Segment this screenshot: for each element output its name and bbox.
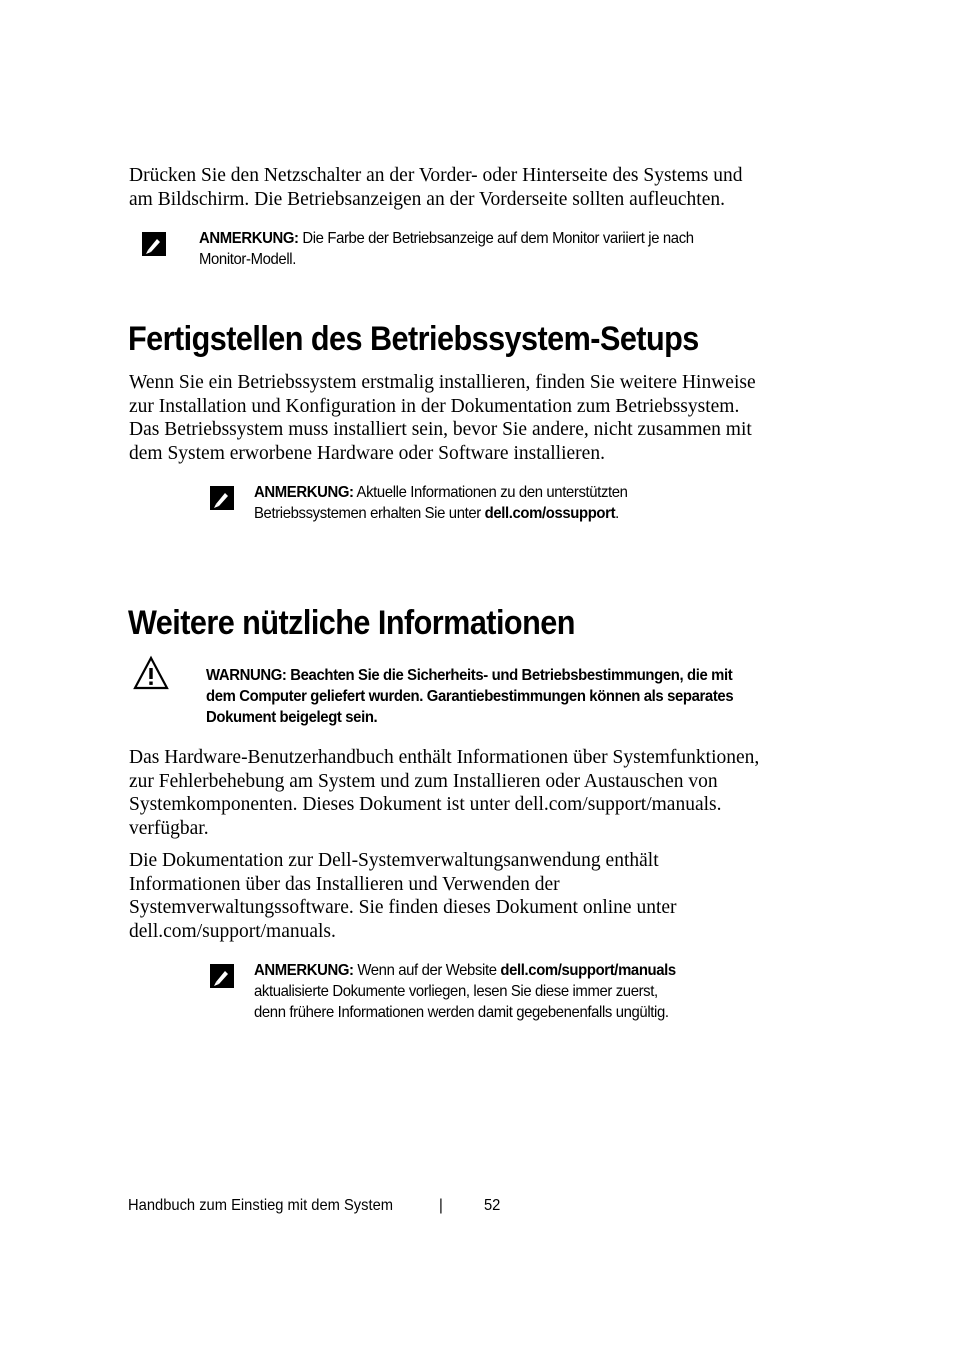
intro-paragraph: [129, 164, 869, 211]
paragraph-line: dem System erworbene Hardware oder Software installieren.: [129, 442, 605, 464]
note-text: .: [615, 505, 619, 522]
paragraph-line: Informationen über das Installieren und Verwenden der: [129, 873, 560, 895]
note-text: Betriebssystemen erhalten Sie unter: [254, 505, 485, 522]
intro-line: Drücken Sie den Netzschalter an der Vorder- oder Hinterseite des Systems und: [129, 165, 743, 186]
footer-title: Handbuch zum Einstieg mit dem System: [128, 1197, 394, 1214]
warning-text: Dokument beigelegt sein.: [206, 709, 378, 726]
note-text: Wenn auf der Website: [353, 962, 501, 979]
manuals-link[interactable]: dell.com/support/manuals: [500, 962, 676, 979]
note-text: Aktuelle Informationen zu den unterstützten: [353, 484, 628, 501]
note-label: ANMERKUNG:: [254, 962, 354, 979]
paragraph-line: Die Dokumentation zur Dell-Systemverwaltungsanwendung enthält: [129, 850, 659, 871]
page-number: 52: [484, 1197, 501, 1214]
note-text: aktualisierte Dokumente vorliegen, lesen Sie diese immer zuerst,: [254, 983, 658, 1000]
note-label: ANMERKUNG:: [199, 230, 299, 247]
paragraph-line: Systemverwaltungssoftware. Sie finden dieses Dokument online unter: [129, 897, 677, 918]
note-pencil-icon: [208, 962, 236, 990]
paragraph-line: Das Hardware-Benutzerhandbuch enthält Informationen über Systemfunktionen,: [129, 747, 760, 768]
paragraph-line: zur Fehlerbehebung am System und zum Installieren oder Austauschen von: [129, 770, 718, 792]
note-label: ANMERKUNG:: [254, 484, 354, 501]
paragraph-line: Systemkomponenten. Dieses Dokument ist unter dell.com/support/manuals.: [129, 794, 722, 815]
intro-line: am Bildschirm. Die Betriebsanzeigen an der Vorderseite sollten aufleuchten.: [129, 188, 726, 210]
section1-paragraph: [129, 371, 869, 465]
note-text: denn frühere Informationen werden damit gegebenenfalls ungültig.: [254, 1004, 669, 1021]
paragraph-line: verfügbar.: [129, 817, 209, 839]
warning-text: dem Computer geliefert wurden. Garantiebestimmungen können als separates: [206, 688, 734, 705]
section-heading: Fertigstellen des Betriebssystem-Setups: [128, 320, 699, 358]
note-pencil-icon: [208, 484, 236, 512]
paragraph-line: Wenn Sie ein Betriebssystem erstmalig installieren, finden Sie weitere Hinweise: [129, 372, 756, 393]
section-heading: Weitere nützliche Informationen: [128, 604, 575, 642]
hardware-manual-paragraph: [129, 746, 869, 840]
ossupport-link[interactable]: dell.com/ossupport: [484, 505, 616, 522]
systems-management-paragraph: [129, 849, 869, 943]
note-text: Die Farbe der Betriebsanzeige auf dem Monitor variiert je nach: [298, 230, 694, 247]
paragraph-line: dell.com/support/manuals.: [129, 920, 336, 942]
footer-separator: |: [439, 1197, 443, 1214]
warning-text: WARNUNG: Beachten Sie die Sicherheits- und Betriebsbestimmungen, die mit: [206, 667, 733, 684]
warning-triangle-icon: [132, 655, 170, 691]
paragraph-line: zur Installation und Konfiguration in der Dokumentation zum Betriebssystem.: [129, 395, 740, 417]
note-text: Monitor-Modell.: [199, 251, 296, 268]
note-pencil-icon: [140, 230, 168, 258]
paragraph-line: Das Betriebssystem muss installiert sein, bevor Sie andere, nicht zusammen mit: [129, 419, 752, 440]
